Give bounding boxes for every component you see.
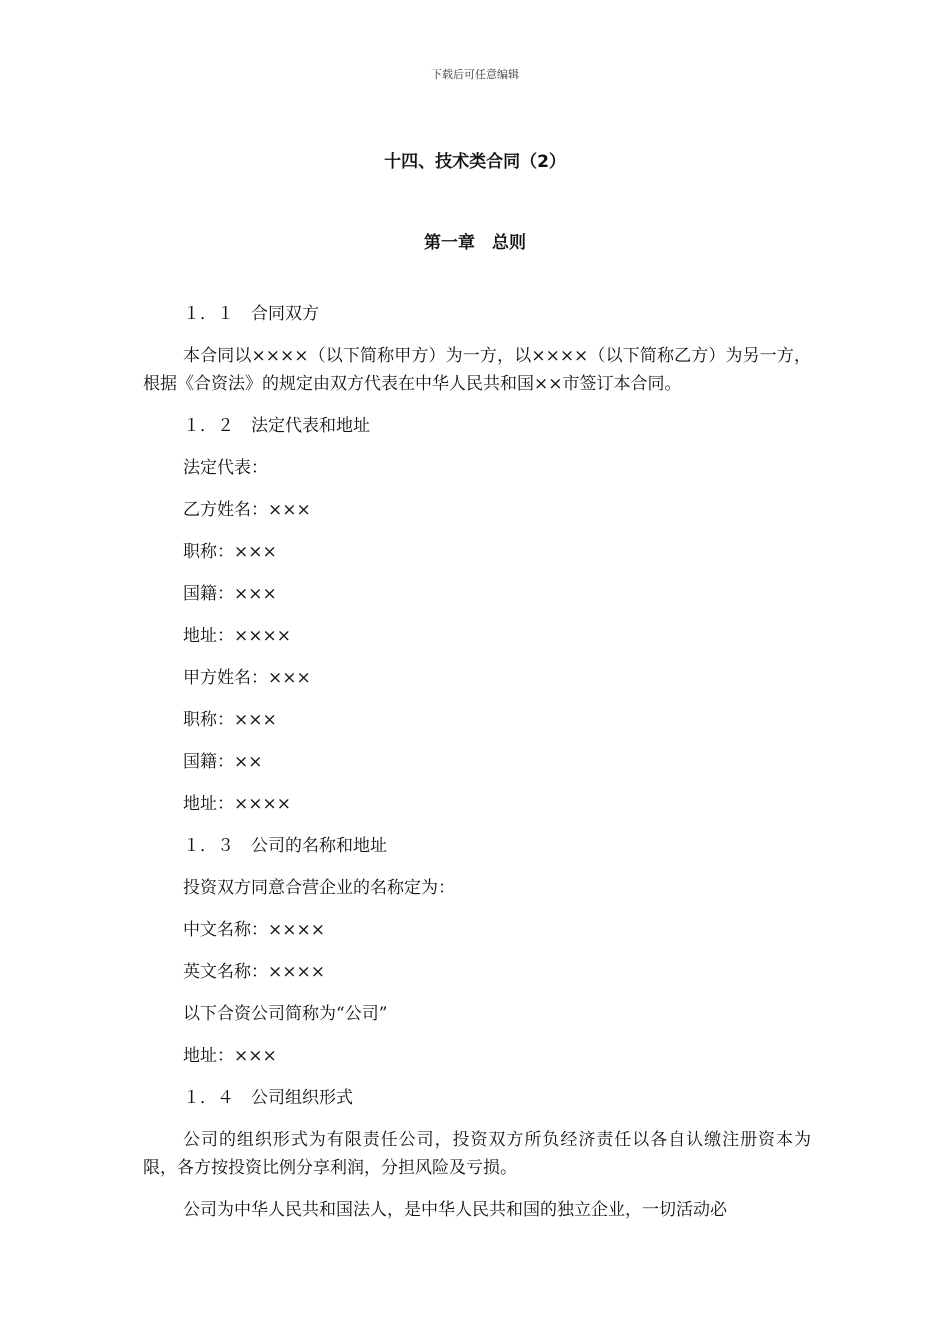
paragraph-company-address: 地址：××× <box>183 1046 277 1066</box>
paragraph-party-a-title: 职称：××× <box>183 710 277 730</box>
section-heading-1-1: １．１ 合同双方 <box>183 304 319 324</box>
paragraph-chinese-name: 中文名称：×××× <box>183 920 325 940</box>
section-heading-1-4: １．４ 公司组织形式 <box>183 1088 353 1108</box>
section-heading-1-2: １．２ 法定代表和地址 <box>183 416 370 436</box>
paragraph-company-name-intro: 投资双方同意合营企业的名称定为： <box>183 878 455 898</box>
paragraph-party-b-title: 职称：××× <box>183 542 277 562</box>
paragraph-party-b-name: 乙方姓名：××× <box>183 500 311 520</box>
paragraph-legal-person: 公司为中华人民共和国法人，是中华人民共和国的独立企业，一切活动必 <box>183 1200 727 1220</box>
paragraph-party-a-name: 甲方姓名：××× <box>183 668 311 688</box>
paragraph-organization-form: 公司的组织形式为有限责任公司，投资双方所负经济责任以各自认缴注册资本为限，各方按投资比例分享利润，分担风险及亏损。 <box>143 1130 811 1178</box>
paragraph-parties: 本合同以××××（以下简称甲方）为一方，以××××（以下简称乙方）为另一方，根据《合资法》的规定由双方代表在中华人民共和国××市签订本合同。 <box>143 346 811 394</box>
document-title: 十四、技术类合同（2） <box>384 152 566 172</box>
paragraph-english-name: 英文名称：×××× <box>183 962 325 982</box>
paragraph-legal-rep: 法定代表： <box>183 458 268 478</box>
paragraph-party-b-nationality: 国籍：××× <box>183 584 277 604</box>
paragraph-party-a-address: 地址：×××× <box>183 794 291 814</box>
chapter-title: 第一章 总则 <box>424 233 526 253</box>
paragraph-company-short-name: 以下合资公司简称为“公司” <box>183 1004 388 1024</box>
paragraph-party-a-nationality: 国籍：×× <box>183 752 263 772</box>
header-note: 下载后可任意编辑 <box>431 68 519 81</box>
paragraph-party-b-address: 地址：×××× <box>183 626 291 646</box>
section-heading-1-3: １．３ 公司的名称和地址 <box>183 836 387 856</box>
document-body <box>143 300 811 1238</box>
